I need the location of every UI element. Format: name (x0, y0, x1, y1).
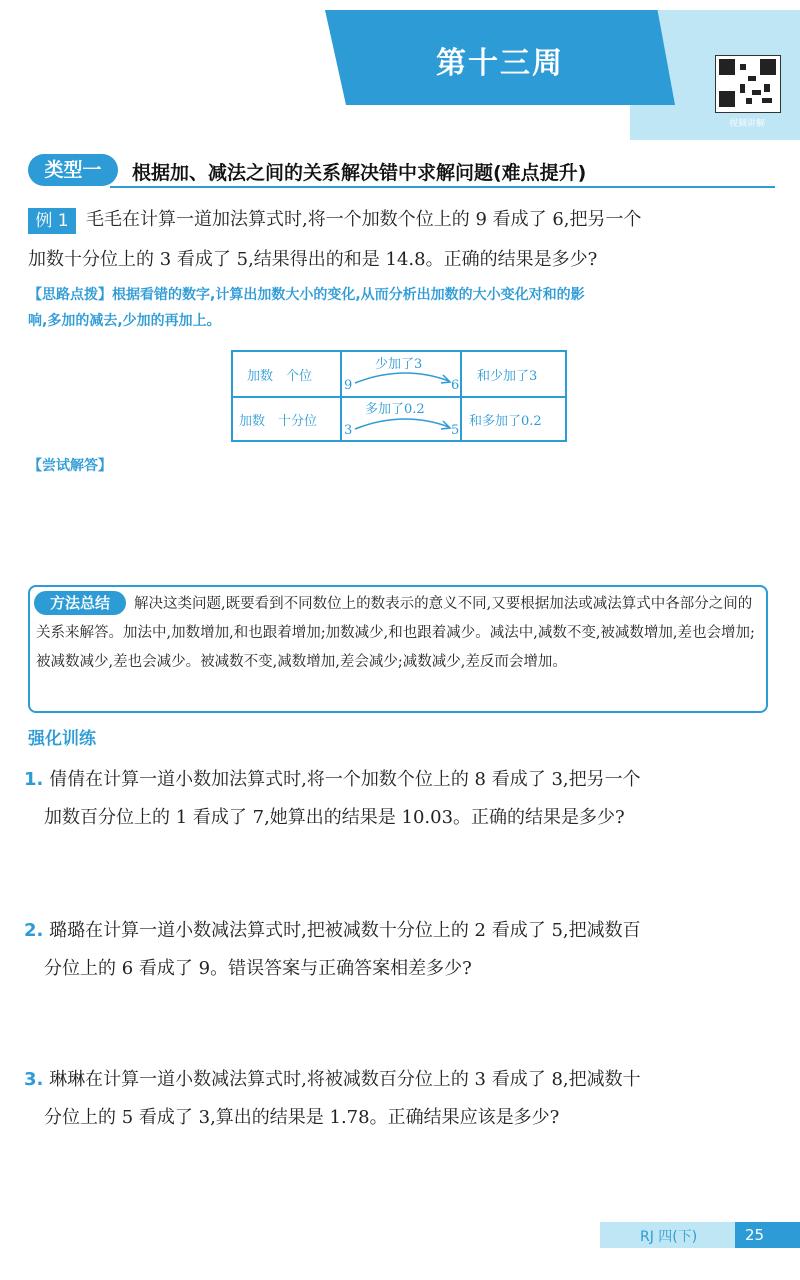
try-answer-label: 【尝试解答】 (28, 458, 112, 474)
table-row-1-to: 6 (451, 378, 460, 393)
question-3-line-2: 分位上的 5 看成了 3,算出的结果是 1.78。正确结果应该是多少? (44, 1107, 560, 1128)
qr-code-icon[interactable] (715, 55, 781, 113)
example-badge: 例 1 (28, 208, 76, 234)
table-row-1-from: 9 (344, 378, 353, 393)
question-2-number: 2. (24, 920, 44, 941)
question-1-line-2: 加数百分位上的 1 看成了 7,她算出的结果是 10.03。正确的结果是多少? (44, 807, 625, 828)
method-text: 解决这类问题,既要看到不同数位上的数表示的意义不同,又要根据加法或减法算式中各部分之间的关系来解答。加法中,加数增加,和也跟着增加;加数减少,和也跟着减少。减法中,减数不变,被减数增加,差也会增加;被减数减少,差也会减少。被减数不变,减数增加,差会减少;减数减少,差反而会增加。 (36, 596, 755, 670)
type-underline (110, 186, 775, 188)
hint-text-1: 根据看错的数字,计算出加数大小的变化,从而分析出加数的大小变化对和的影 (112, 287, 585, 303)
analysis-table (231, 350, 567, 442)
type-title: 根据加、减法之间的关系解决错中求解问题(难点提升) (132, 162, 587, 184)
question-1-line-1: 倩倩在计算一道小数加法算式时,将一个加数个位上的 8 看成了 3,把另一个 (49, 769, 641, 790)
question-2-line-2: 分位上的 6 看成了 9。错误答案与正确答案相差多少? (44, 958, 472, 979)
table-row-2-to: 5 (451, 423, 460, 438)
question-3 (24, 1065, 641, 1095)
hint-text-2: 响,多加的减去,少加的再加上。 (28, 313, 221, 329)
question-3-number: 3. (24, 1069, 44, 1090)
row-2-arrow-icon (351, 412, 455, 432)
table-row-1-right: 和少加了3 (477, 369, 538, 384)
table-row-1-arrow-label: 少加了3 (375, 357, 423, 372)
table-row-2-right: 和多加了0.2 (469, 414, 542, 429)
question-2-line-1: 璐璐在计算一道小数减法算式时,把被减数十分位上的 2 看成了 5,把减数百 (49, 920, 641, 941)
example-line-1: 毛毛在计算一道加法算式时,将一个加数个位上的 9 看成了 6,把另一个 (86, 209, 642, 230)
table-row-2-from: 3 (344, 423, 353, 438)
question-1 (24, 765, 641, 795)
page-number: 25 (745, 1226, 765, 1244)
question-3-line-1: 琳琳在计算一道小数减法算式时,将被减数百分位上的 3 看成了 8,把减数十 (49, 1069, 641, 1090)
type-badge: 类型一 (28, 154, 118, 186)
qr-label: 视频讲解 (728, 119, 765, 129)
question-2 (24, 916, 641, 946)
example-line-2: 加数十分位上的 3 看成了 5,结果得出的和是 14.8。正确的结果是多少? (28, 249, 598, 270)
question-1-number: 1. (24, 769, 44, 790)
table-row-2-left: 加数 十分位 (239, 414, 318, 429)
row-1-arrow-icon (351, 366, 455, 386)
section-title: 强化训练 (28, 729, 96, 749)
method-badge: 方法总结 (34, 591, 126, 615)
week-title: 第十三周 (436, 46, 564, 81)
footer-label: RJ 四(下) (640, 1229, 698, 1245)
table-row-1-left: 加数 个位 (247, 369, 313, 384)
table-row-2-arrow-label: 多加了0.2 (365, 402, 425, 417)
hint-label: 【思路点拨】 (28, 287, 112, 303)
hint-block (28, 282, 778, 334)
